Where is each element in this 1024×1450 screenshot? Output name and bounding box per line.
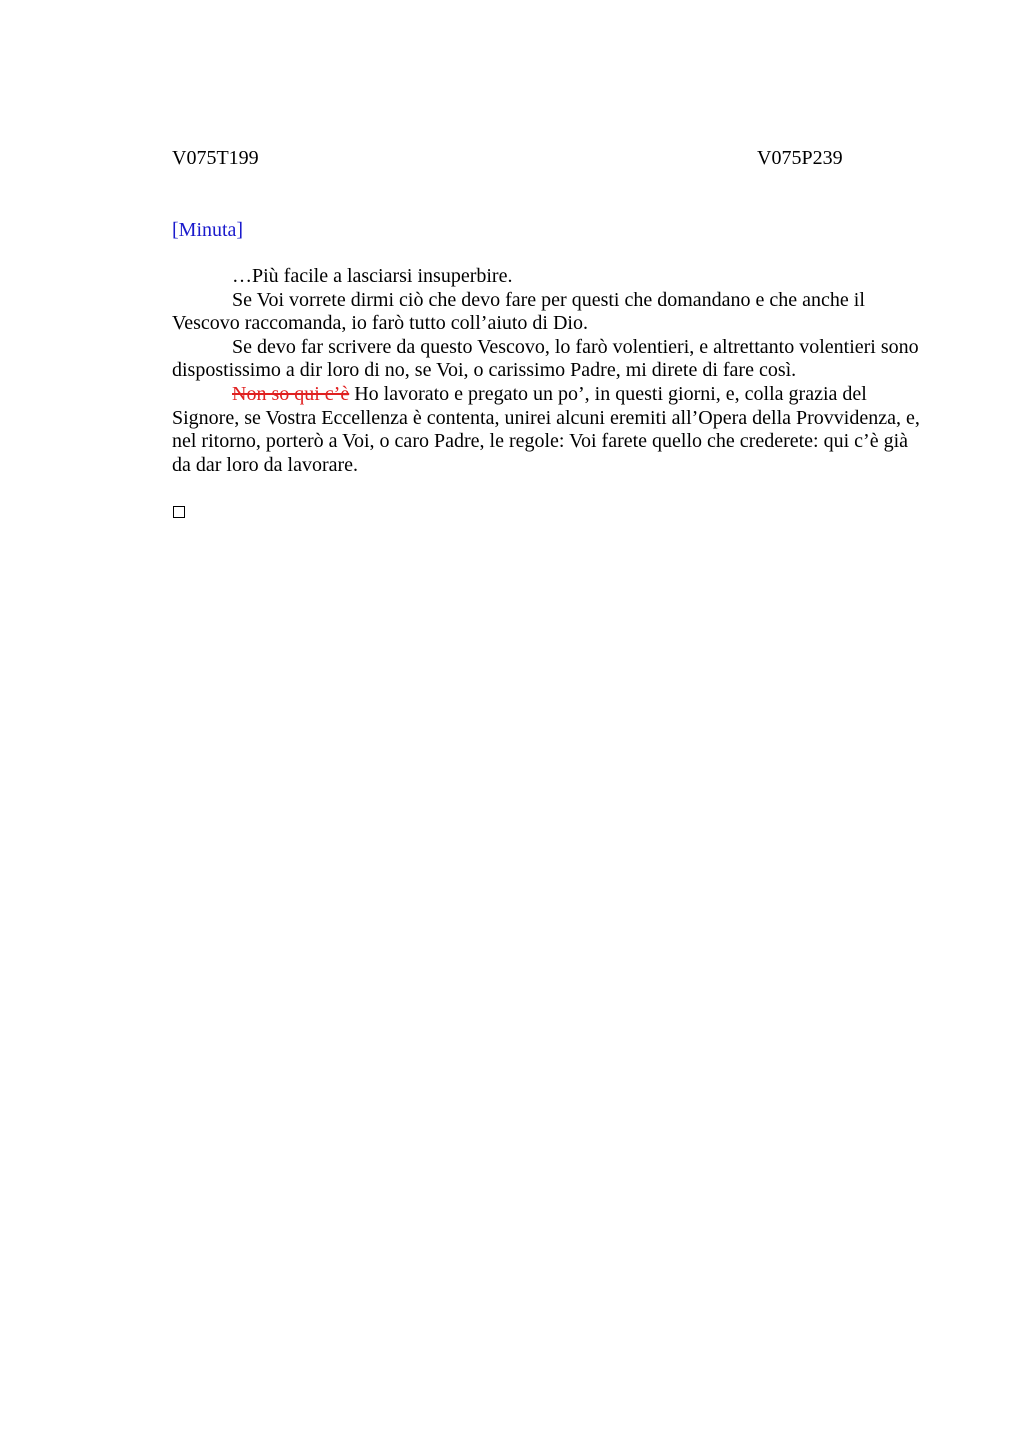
minuta-label: [Minuta] (172, 219, 244, 241)
document-code-left: V075T199 (172, 147, 259, 169)
paragraph-2: Se Voi vorrete dirmi ciò che devo fare per questi che domandano e che anche il Vescovo raccomanda, io farò tutto coll’aiuto di Dio. (172, 288, 865, 335)
end-square-icon (173, 506, 185, 518)
paragraph-3: Se devo far scrivere da questo Vescovo, lo farò volentieri, e altrettanto volentieri sono dispostissimo a dir loro di no, se Voi, o carissimo Padre, mi direte di fare così. (172, 335, 919, 382)
paragraph-4-text: Ho lavorato e pregato un po’, in questi giorni, e, colla grazia del Signore, se Vostra Eccellenza è contenta, unirei alcuni eremiti all’Opera della Provvidenza, e, nel ritorno, porterò a Voi, o caro Padre, le regole: Voi farete quello che crederete: qui c’è già da dar loro da lavorare. (172, 382, 920, 476)
struck-text: Non so qui c’è (232, 382, 350, 405)
paragraph-1: …Più facile a lasciarsi insuperbire. (232, 265, 513, 287)
document-code-right: V075P239 (757, 147, 843, 169)
letter-body (172, 265, 930, 477)
paragraph-4 (172, 383, 930, 477)
